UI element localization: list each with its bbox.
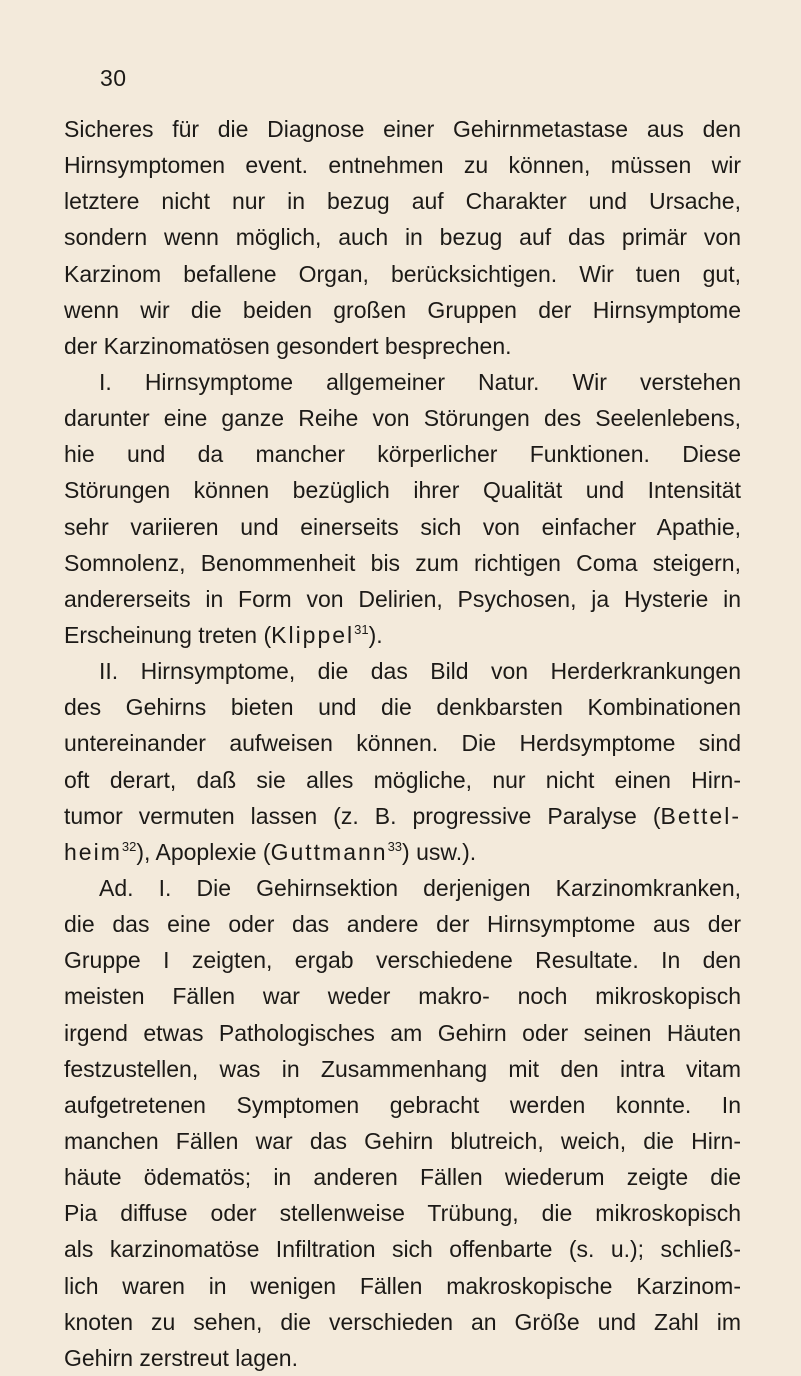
body-text <box>64 111 741 1376</box>
text-line: aufgetretenen Symptomen gebracht werden konnte. In <box>64 1091 741 1118</box>
text-line: irgend etwas Pathologisches am Gehirn oder seinen Häuten <box>64 1019 741 1046</box>
text-line: Gruppe I zeigten, ergab verschiedene Resultate. In den <box>64 947 741 974</box>
text-line: der Karzinomatösen gesondert besprechen. <box>64 332 512 359</box>
text-line: Gehirn zerstreut lagen. <box>64 1344 298 1371</box>
text-segment: ) usw.). <box>402 838 477 865</box>
text-line: andererseits in Form von Delirien, Psychosen, ja Hysterie in <box>64 585 741 612</box>
text-line: als karzinomatöse Infiltration sich offenbarte (s. u.); schließ- <box>64 1236 741 1263</box>
text-line: wenn wir die beiden großen Gruppen der Hirnsymptome <box>64 296 741 323</box>
text-line: Hirnsymptomen event. entnehmen zu können, müssen wir <box>64 152 741 179</box>
author-name: Guttmann <box>270 838 388 865</box>
text-line: oft derart, daß sie alles mögliche, nur nicht einen Hirn- <box>64 766 741 793</box>
text-line: I. Hirnsymptome allgemeiner Natur. Wir verstehen <box>99 368 741 395</box>
text-line: Somnolenz, Benommenheit bis zum richtigen Coma steigern, <box>64 549 741 576</box>
text-line: festzustellen, was in Zusammenhang mit den intra vitam <box>64 1055 741 1082</box>
text-line: untereinander aufweisen können. Die Herdsymptome sind <box>64 730 741 757</box>
text-line: letztere nicht nur in bezug auf Charakter und Ursache, <box>64 188 741 215</box>
text-line: II. Hirnsymptome, die das Bild von Herderkrankungen <box>99 658 741 685</box>
author-name: heim <box>64 838 122 865</box>
text-line: Störungen können bezüglich ihrer Qualität und Intensität <box>64 477 741 504</box>
text-line: hie und da mancher körperlicher Funktionen. Diese <box>64 441 741 468</box>
text-line: sehr variieren und einerseits sich von einfacher Apathie, <box>64 513 741 540</box>
text-line <box>64 617 741 653</box>
page-number: 30 <box>100 65 127 91</box>
text-line: manchen Fällen war das Gehirn blutreich, weich, die Hirn- <box>64 1127 741 1154</box>
text-line: des Gehirns bieten und die denkbarsten Kombinationen <box>64 694 741 721</box>
reference-number: 31 <box>354 621 369 637</box>
text-line <box>64 834 741 870</box>
text-line <box>64 798 741 834</box>
text-segment: Erscheinung treten ( <box>64 621 272 648</box>
author-name: Klippel <box>271 621 355 648</box>
text-line: die das eine oder das andere der Hirnsymptome aus der <box>64 911 741 938</box>
text-line: häute ödematös; in anderen Fällen wiederum zeigte die <box>64 1164 741 1191</box>
text-line: meisten Fällen war weder makro- noch mikroskopisch <box>64 983 741 1010</box>
text-line: Karzinom befallene Organ, berücksichtigen. Wir tuen gut, <box>64 260 741 287</box>
author-name: Bettel- <box>660 802 741 829</box>
text-line: darunter eine ganze Reihe von Störungen des Seelenlebens, <box>64 405 741 432</box>
text-line: Ad. I. Die Gehirnsektion derjenigen Karzinomkranken, <box>99 874 741 901</box>
text-segment: ). <box>368 621 383 648</box>
reference-number: 33 <box>387 838 403 854</box>
text-segment: ), Apoplexie ( <box>136 838 271 865</box>
reference-number: 32 <box>121 838 137 854</box>
text-line: lich waren in wenigen Fällen makroskopische Karzinom- <box>64 1272 741 1299</box>
text-segment: tumor vermuten lassen (z. B. progressive Paralyse ( <box>64 802 661 829</box>
text-line: Pia diffuse oder stellenweise Trübung, die mikroskopisch <box>64 1200 741 1227</box>
text-line: sondern wenn möglich, auch in bezug auf das primär von <box>64 224 741 251</box>
text-line: knoten zu sehen, die verschieden an Größe und Zahl im <box>64 1308 741 1335</box>
text-line: Sicheres für die Diagnose einer Gehirnmetastase aus den <box>64 116 741 142</box>
